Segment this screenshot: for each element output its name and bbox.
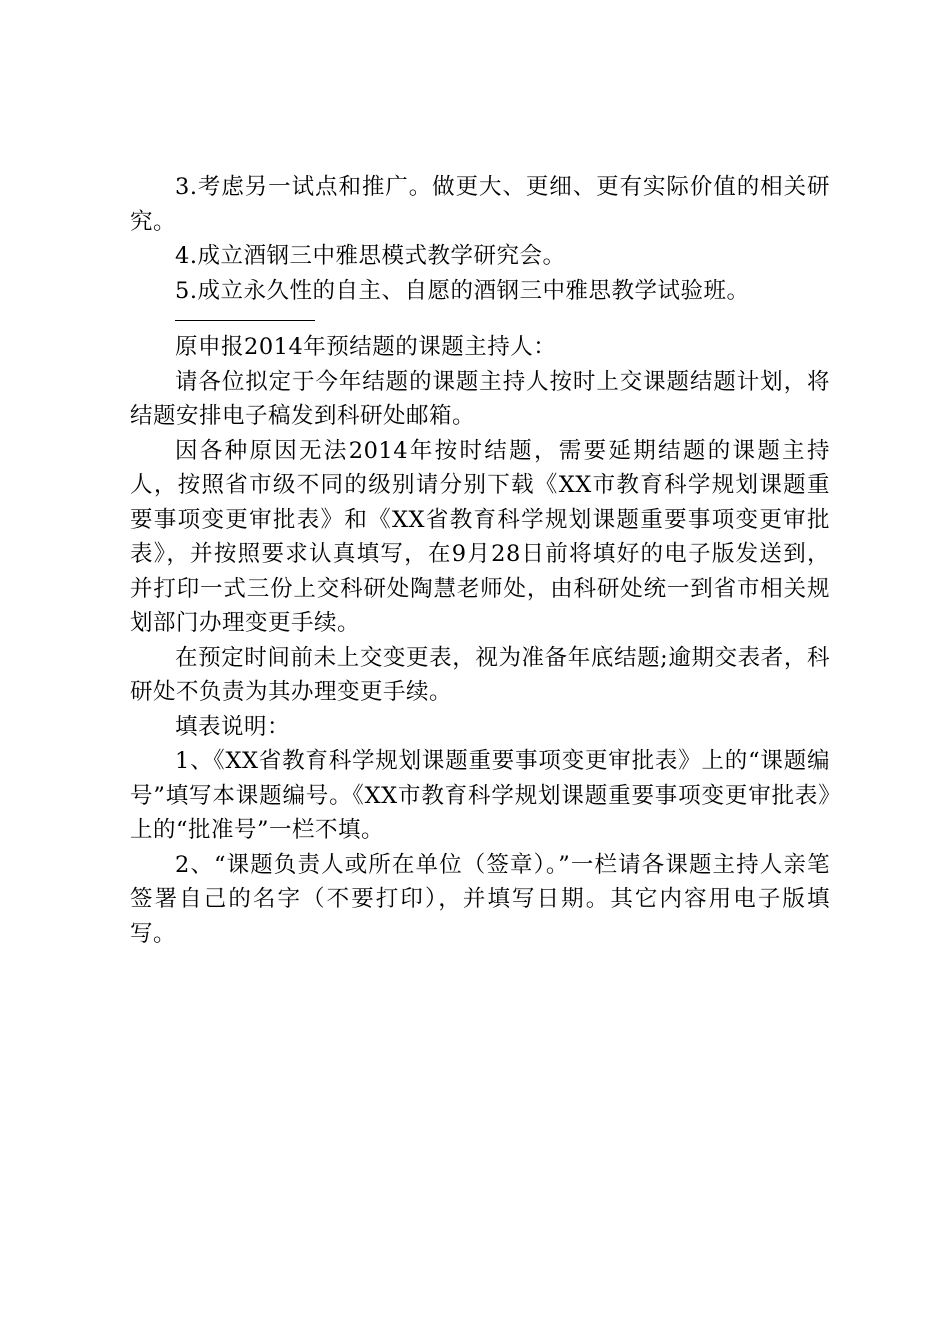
paragraph-item-4: 4.成立酒钢三中雅思模式教学研究会。 <box>175 243 566 269</box>
form-instruction-item: 2、“课题负责人或所在单位（签章）。”一栏请各课题主持人亲笔签署自己的名字（不要打印），并填写日期。其它内容用电子版填写。 <box>130 851 830 947</box>
notice-paragraph: 在预定时间前未上交变更表，视为准备年底结题;逾期交表者，科研处不负责为其办理变更手续。 <box>130 644 830 705</box>
notice-paragraph: 请各位拟定于今年结题的课题主持人按时上交课题结题计划，将结题安排电子稿发到科研处邮箱。 <box>130 368 830 429</box>
notice-heading: 原申报2014年预结题的课题主持人： <box>175 334 557 360</box>
document-page <box>130 170 830 951</box>
form-instructions-heading: 填表说明： <box>175 713 291 740</box>
form-instruction-item: 1、《XX省教育科学规划课题重要事项变更审批表》上的“课题编号”填写本课题编号。《XX市教育科学规划课题重要事项变更审批表》上的“批准号”一栏不填。 <box>130 748 830 843</box>
paragraph-item-3: 3.考虑另一试点和推广。做更大、更细、更有实际价值的相关研究。 <box>130 174 830 235</box>
notice-paragraph: 因各种原因无法2014年按时结题，需要延期结题的课题主持人，按照省市级不同的级别请分别下载《XX市教育科学规划课题重要事项变更审批表》和《XX省教育科学规划课题重要事项变更审批表》，并按照要求认真填写，在9月28日前将填好的电子版发送到，并打印一式三份上交科研处陶慧老师处，由科研处统一到省市相关规划部门办理变更手续。 <box>130 437 830 636</box>
section-divider <box>130 308 830 330</box>
divider-line <box>175 320 315 321</box>
paragraph-item-5: 5.成立永久性的自主、自愿的酒钢三中雅思教学试验班。 <box>175 277 750 304</box>
